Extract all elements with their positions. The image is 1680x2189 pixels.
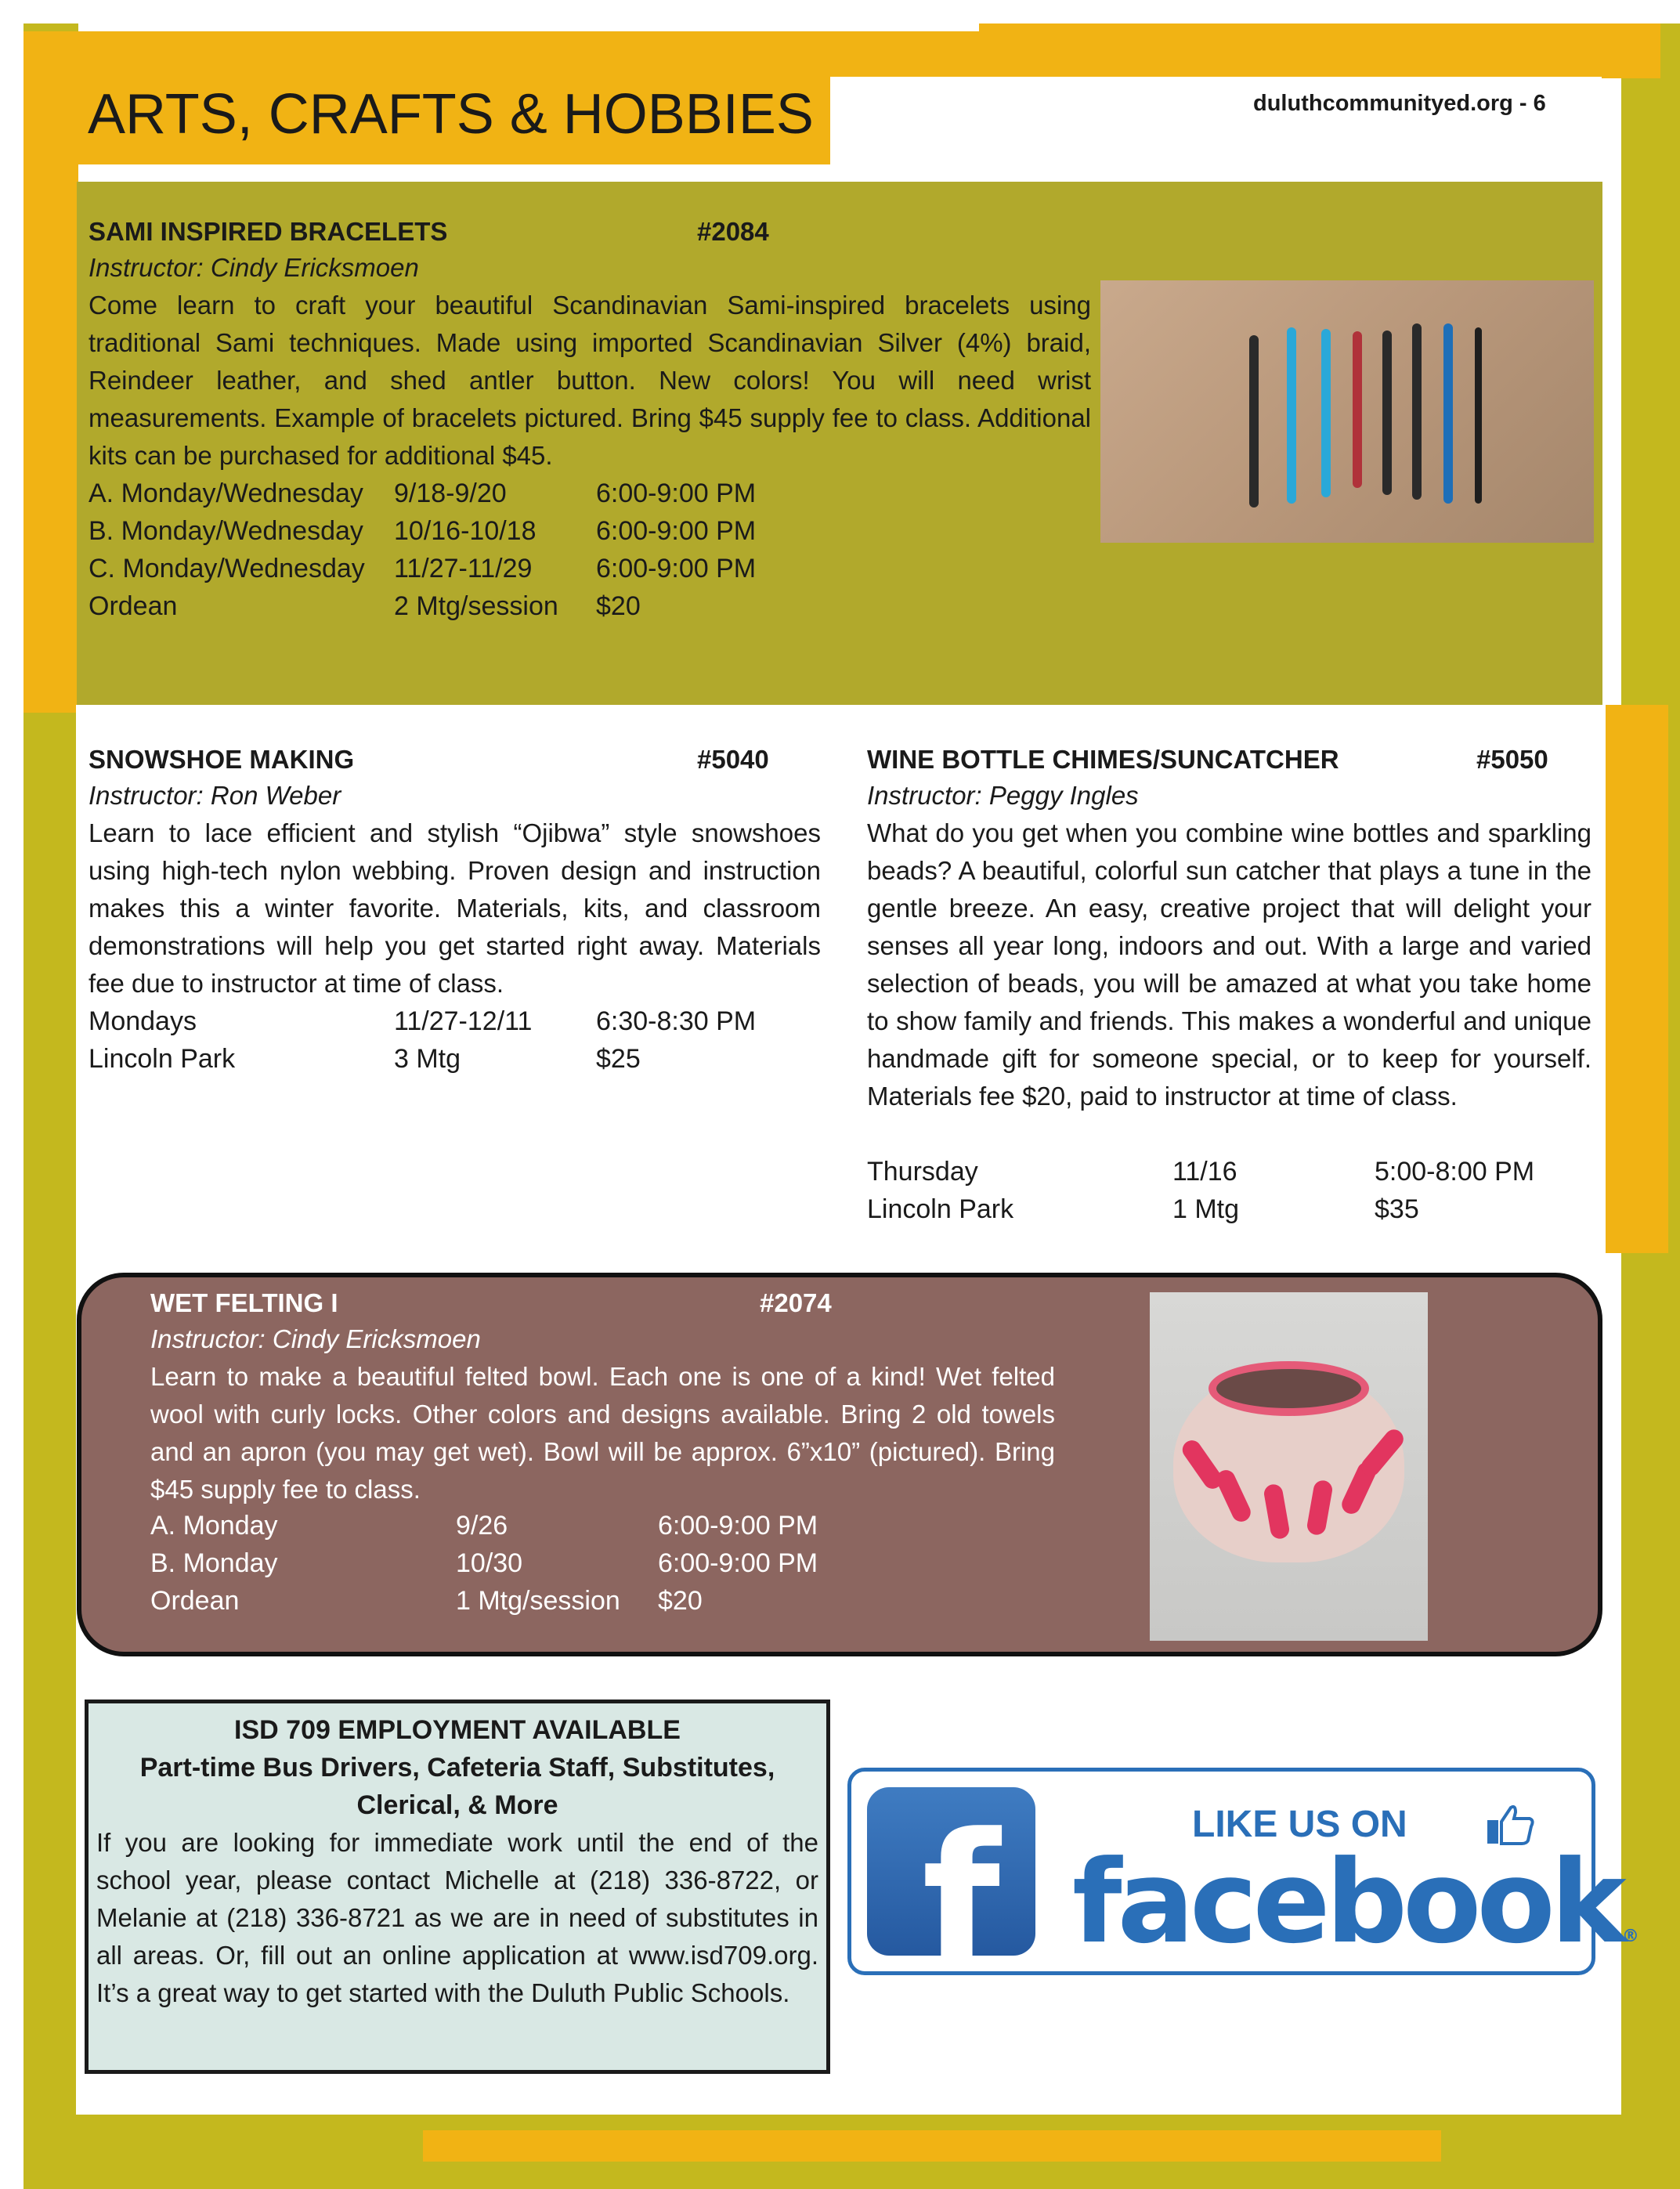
schedule-row bbox=[150, 1582, 818, 1620]
bracelets-photo bbox=[1100, 280, 1594, 543]
schedule-day: A. Monday/Wednesday bbox=[89, 479, 363, 508]
like-us-on-text: LIKE US ON bbox=[1192, 1804, 1407, 1845]
schedule-day: C. Monday/Wednesday bbox=[89, 554, 365, 583]
schedule-dates: 11/16 bbox=[1172, 1157, 1237, 1187]
schedule-location: Lincoln Park bbox=[867, 1194, 1014, 1224]
employment-notice bbox=[85, 1700, 830, 2074]
felting-course-title: WET FELTING I bbox=[150, 1288, 338, 1317]
bracelet-black bbox=[1382, 331, 1392, 495]
schedule-fee: $20 bbox=[658, 1586, 703, 1616]
schedule-row bbox=[867, 1153, 1534, 1190]
schedule-meetings: 3 Mtg bbox=[394, 1044, 461, 1074]
schedule-location: Ordean bbox=[150, 1586, 240, 1616]
bracelet-blue bbox=[1287, 327, 1296, 504]
sami-instructor: Instructor: Cindy Ericksmoen bbox=[89, 253, 419, 282]
schedule-dates: 10/30 bbox=[456, 1548, 523, 1578]
schedule-row bbox=[89, 1002, 756, 1040]
sami-description: Come learn to craft your beautiful Scandinavian Sami-inspired bracelets using traditional Sami techniques. Made using imported Scandinavian Silver (4%) braid, Reindeer leather, and shed antler button. New colors! You will need wrist measurements. Example of bracelets pictured. Bring $45 supply fee to class. Additional kits can be purchased for additional $45. bbox=[89, 291, 1091, 470]
wine-description: What do you get when you combine wine bottles and sparkling beads? A beautiful, colorful sun catcher that plays a tune in the gentle breeze. An easy, creative project that will delight your senses all year long, indoors and out. With a large and varied selection of beads, you will be amazed at what you take home to show family and friends. This makes a wonderful and unique handmade gift for someone special, or to keep for yourself. Materials fee $20, paid to instructor at time of class. bbox=[867, 818, 1591, 1111]
schedule-day: B. Monday bbox=[150, 1548, 278, 1578]
felted-bowl-photo bbox=[1150, 1292, 1428, 1641]
wine-course-title: WINE BOTTLE CHIMES/SUNCATCHER bbox=[867, 745, 1339, 774]
schedule-day: Mondays bbox=[89, 1006, 197, 1036]
frame-orange-left bbox=[23, 164, 78, 713]
schedule-row bbox=[89, 587, 756, 625]
felting-description: Learn to make a beautiful felted bowl. Each one is one of a kind! Wet felted wool with curly locks. Other colors and designs available. Bring 2 old towels and an apron (you may get wet). Bowl will be approx. 6”x10” (pictured). Bring $45 supply fee to class. bbox=[150, 1362, 1055, 1504]
wine-schedule bbox=[867, 1153, 1534, 1228]
schedule-dates: 11/27-11/29 bbox=[394, 554, 533, 583]
wine-course-number: #5050 bbox=[1476, 745, 1548, 774]
felting-schedule bbox=[150, 1507, 818, 1620]
bracelet-black bbox=[1412, 323, 1422, 500]
schedule-time: 6:30-8:30 PM bbox=[596, 1006, 757, 1036]
frame-orange-right bbox=[1606, 705, 1668, 1253]
schedule-fee: $20 bbox=[596, 591, 641, 621]
registered-mark: ® bbox=[1621, 1927, 1639, 1946]
schedule-day: Thursday bbox=[867, 1157, 978, 1187]
schedule-meetings: 1 Mtg/session bbox=[456, 1586, 620, 1616]
bracelet-braided bbox=[1475, 327, 1482, 504]
bowl-rim bbox=[1209, 1361, 1369, 1416]
sami-schedule bbox=[89, 475, 756, 625]
snowshoe-instructor: Instructor: Ron Weber bbox=[89, 781, 341, 810]
page-url-and-number: duluthcommunityed.org - 6 bbox=[1253, 91, 1546, 116]
bracelet-red bbox=[1353, 331, 1362, 488]
schedule-time: 6:00-9:00 PM bbox=[596, 554, 757, 583]
schedule-row bbox=[89, 475, 756, 512]
schedule-row bbox=[867, 1190, 1534, 1228]
employment-heading: ISD 709 EMPLOYMENT AVAILABLE bbox=[234, 1715, 681, 1745]
schedule-dates: 10/16-10/18 bbox=[394, 516, 537, 546]
snowshoe-course-title: SNOWSHOE MAKING bbox=[89, 745, 355, 774]
schedule-location: Lincoln Park bbox=[89, 1044, 236, 1074]
schedule-fee: $25 bbox=[596, 1044, 641, 1074]
schedule-fee: $35 bbox=[1375, 1194, 1419, 1224]
schedule-day: A. Monday bbox=[150, 1511, 278, 1541]
facebook-wordmark bbox=[1072, 1836, 1639, 1996]
wine-instructor: Instructor: Peggy Ingles bbox=[867, 781, 1139, 810]
schedule-time: 6:00-9:00 PM bbox=[658, 1511, 818, 1541]
page-title: ARTS, CRAFTS & HOBBIES bbox=[88, 83, 814, 146]
schedule-dates: 11/27-12/11 bbox=[394, 1006, 533, 1036]
schedule-row bbox=[150, 1507, 818, 1544]
facebook-like-badge[interactable] bbox=[847, 1768, 1639, 2005]
bracelet-blue bbox=[1443, 323, 1453, 504]
snowshoe-schedule bbox=[89, 1002, 756, 1078]
schedule-row bbox=[150, 1544, 818, 1582]
schedule-time: 6:00-9:00 PM bbox=[658, 1548, 818, 1578]
schedule-row bbox=[89, 512, 756, 550]
frame-orange-bottom bbox=[423, 2130, 1441, 2162]
schedule-time: 6:00-9:00 PM bbox=[596, 516, 757, 546]
bracelet-black bbox=[1249, 335, 1259, 508]
schedule-dates: 9/18-9/20 bbox=[394, 479, 507, 508]
facebook-f-letter: f bbox=[922, 1796, 1001, 2005]
schedule-location: Ordean bbox=[89, 591, 178, 621]
schedule-meetings: 2 Mtg/session bbox=[394, 591, 558, 621]
facebook-logo-icon bbox=[867, 1787, 1035, 2005]
schedule-row bbox=[89, 1040, 756, 1078]
snowshoe-course-number: #5040 bbox=[697, 745, 769, 774]
felting-instructor: Instructor: Cindy Ericksmoen bbox=[150, 1324, 481, 1353]
schedule-time: 6:00-9:00 PM bbox=[596, 479, 757, 508]
employment-body: If you are looking for immediate work until the end of the school year, please contact Michelle at (218) 336-8722, or Melanie at (218) 336-8721 as we are in need of substitutes in all areas. Or, fill out an online application at www.isd709.org. It’s a great way to get started with the Duluth Public Schools. bbox=[96, 1828, 818, 2007]
schedule-meetings: 1 Mtg bbox=[1172, 1194, 1240, 1224]
frame-orange-top-right bbox=[979, 23, 1660, 78]
schedule-time: 5:00-8:00 PM bbox=[1375, 1157, 1535, 1187]
bracelet-blue bbox=[1321, 329, 1331, 497]
employment-subheading: Part-time Bus Drivers, Cafeteria Staff, Substitutes, Clerical, & More bbox=[139, 1753, 775, 1820]
schedule-dates: 9/26 bbox=[456, 1511, 508, 1541]
sami-course-title: SAMI INSPIRED BRACELETS bbox=[89, 217, 448, 246]
facebook-word: facebook bbox=[1072, 1836, 1622, 1969]
snowshoe-description: Learn to lace efficient and stylish “Ojibwa” style snowshoes using high-tech nylon webbing. Proven design and instruction makes this a winter favorite. Materials, kits, and classroom demonstrations will help you get started right away. Materials fee due to instructor at time of class. bbox=[89, 818, 821, 998]
felting-course-number: #2074 bbox=[760, 1288, 832, 1317]
schedule-row bbox=[89, 550, 756, 587]
schedule-day: B. Monday/Wednesday bbox=[89, 516, 363, 546]
sami-course-number: #2084 bbox=[697, 217, 769, 246]
